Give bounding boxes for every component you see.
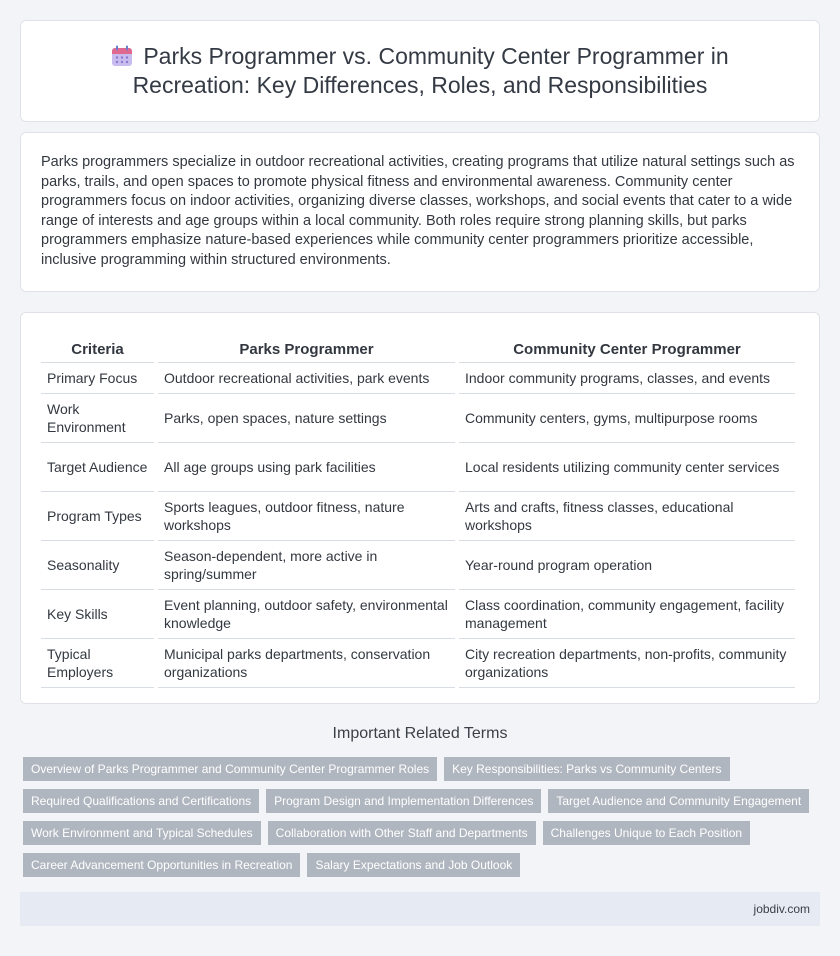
table-row — [41, 492, 795, 541]
cell-community: Class coordination, community engagement, facility management — [459, 590, 795, 639]
cell-parks: All age groups using park facilities — [158, 443, 455, 492]
table-header-row — [41, 333, 795, 363]
cell-community: Year-round program operation — [459, 541, 795, 590]
cell-criteria: Program Types — [41, 492, 154, 541]
related-term-tag[interactable]: Overview of Parks Programmer and Community Center Programmer Roles — [23, 757, 437, 781]
intro-card — [20, 132, 820, 292]
cell-parks: Season-dependent, more active in spring/summer — [158, 541, 455, 590]
cell-parks: Parks, open spaces, nature settings — [158, 394, 455, 443]
related-terms-tags — [23, 757, 823, 885]
intro-paragraph: Parks programmers specialize in outdoor recreational activities, creating programs that utilize natural settings such as parks, trails, and open spaces to promote physical fitness and environmental awareness. Community center programmers focus on indoor activities, organizing diverse classes, workshops, and social events that cater to a wide range of interests and age groups within a local community. Both roles require strong planning skills, but parks programmers emphasize nature-based experiences while community center programmers prioritize accessible, inclusive programming within structured environments. — [41, 154, 795, 268]
related-term-tag[interactable]: Career Advancement Opportunities in Recreation — [23, 853, 300, 877]
table-row — [41, 541, 795, 590]
cell-parks: Municipal parks departments, conservation organizations — [158, 639, 455, 688]
comparison-table-card — [20, 312, 820, 704]
table-row — [41, 394, 795, 443]
cell-criteria: Typical Employers — [41, 639, 154, 688]
cell-criteria: Target Audience — [41, 443, 154, 492]
header-community-center-programmer: Community Center Programmer — [459, 333, 795, 363]
table-row — [41, 590, 795, 639]
related-term-tag[interactable]: Program Design and Implementation Differences — [266, 789, 541, 813]
cell-community: Community centers, gyms, multipurpose rooms — [459, 394, 795, 443]
tag-row — [23, 757, 823, 781]
table-row — [41, 639, 795, 688]
cell-community: Local residents utilizing community center services — [459, 443, 795, 492]
cell-criteria: Seasonality — [41, 541, 154, 590]
related-term-tag[interactable]: Work Environment and Typical Schedules — [23, 821, 261, 845]
related-term-tag[interactable]: Target Audience and Community Engagement — [548, 789, 809, 813]
cell-parks: Sports leagues, outdoor fitness, nature workshops — [158, 492, 455, 541]
header-parks-programmer: Parks Programmer — [158, 333, 455, 363]
cell-criteria: Work Environment — [41, 394, 154, 443]
header-criteria: Criteria — [41, 333, 154, 363]
related-term-tag[interactable]: Challenges Unique to Each Position — [543, 821, 750, 845]
cell-parks: Event planning, outdoor safety, environmental knowledge — [158, 590, 455, 639]
tag-row — [23, 821, 823, 845]
footer-site-link[interactable]: jobdiv.com — [753, 902, 810, 916]
calendar-icon — [111, 45, 133, 67]
page-title — [60, 42, 780, 100]
table-row — [41, 363, 795, 394]
related-term-tag[interactable]: Collaboration with Other Staff and Departments — [268, 821, 536, 845]
tag-row — [23, 853, 823, 877]
cell-parks: Outdoor recreational activities, park events — [158, 363, 455, 394]
cell-criteria: Primary Focus — [41, 363, 154, 394]
cell-criteria: Key Skills — [41, 590, 154, 639]
related-term-tag[interactable]: Required Qualifications and Certifications — [23, 789, 259, 813]
table-row — [41, 443, 795, 492]
footer — [20, 892, 820, 926]
related-terms-heading: Important Related Terms — [332, 725, 508, 742]
page-title-text: Parks Programmer vs. Community Center Programmer in Recreation: Key Differences, Roles, and Responsibilities — [132, 43, 729, 98]
cell-community: City recreation departments, non-profits, community organizations — [459, 639, 795, 688]
cell-community: Arts and crafts, fitness classes, educational workshops — [459, 492, 795, 541]
comparison-table — [37, 333, 799, 688]
tag-row — [23, 789, 823, 813]
title-card — [20, 20, 820, 122]
cell-community: Indoor community programs, classes, and events — [459, 363, 795, 394]
related-term-tag[interactable]: Salary Expectations and Job Outlook — [307, 853, 520, 877]
related-term-tag[interactable]: Key Responsibilities: Parks vs Community Centers — [444, 757, 729, 781]
